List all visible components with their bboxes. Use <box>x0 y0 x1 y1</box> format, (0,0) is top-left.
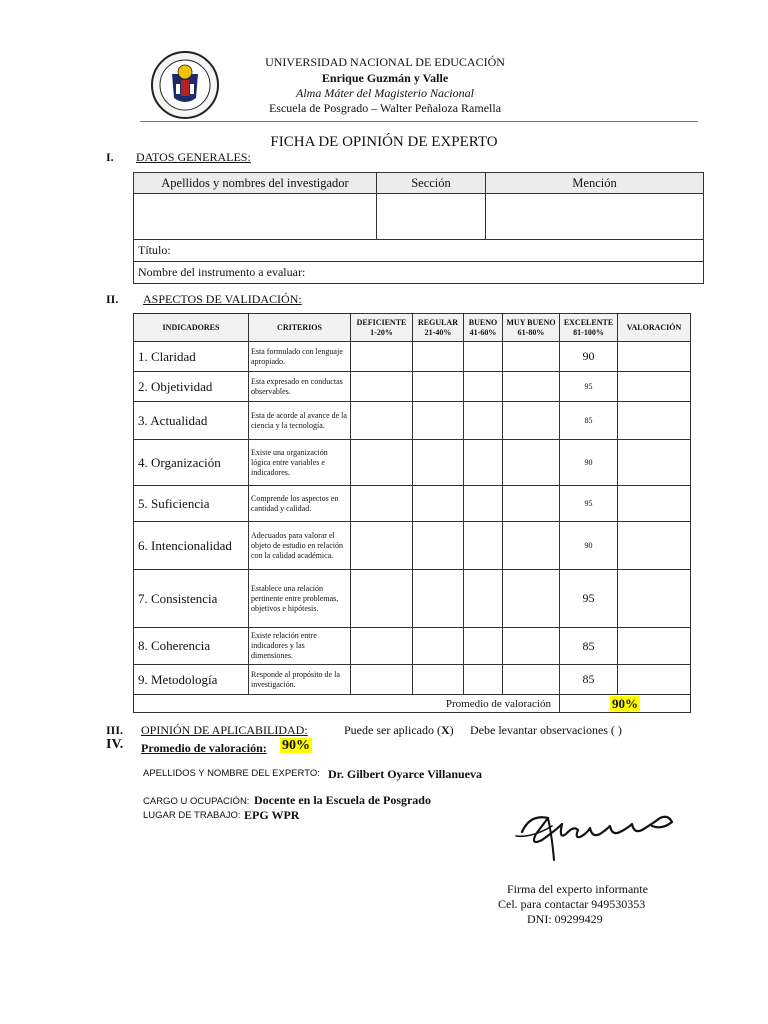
rating-cell[interactable] <box>503 402 560 440</box>
school-name: Escuela de Posgrado – Walter Peñaloza Ramella <box>268 101 502 115</box>
section4-heading: Promedio de valoración: <box>141 741 267 755</box>
instrument-field[interactable] <box>134 262 704 284</box>
col-excelente: EXCELENTE 81-100% <box>560 314 618 342</box>
valoracion-cell[interactable] <box>618 440 691 486</box>
score-cell[interactable]: 85 <box>560 628 618 665</box>
average-label: Promedio de valoración <box>134 695 560 713</box>
col-indicadores: INDICADORES <box>134 314 249 342</box>
rating-cell[interactable] <box>351 628 413 665</box>
col-regular: REGULAR 21-40% <box>413 314 464 342</box>
rating-cell[interactable] <box>503 342 560 372</box>
score-cell[interactable]: 90 <box>560 522 618 570</box>
expert-workplace-label: LUGAR DE TRABAJO: <box>143 810 241 821</box>
table-row <box>134 486 691 522</box>
rating-cell[interactable] <box>464 665 503 695</box>
rating-cell[interactable] <box>413 402 464 440</box>
rating-cell[interactable] <box>413 570 464 628</box>
section2-heading: ASPECTOS DE VALIDACIÓN: <box>143 292 302 306</box>
rating-cell[interactable] <box>464 628 503 665</box>
valoracion-cell[interactable] <box>618 665 691 695</box>
col-valoracion: VALORACIÓN <box>618 314 691 342</box>
valoracion-cell[interactable] <box>618 522 691 570</box>
applicable-mark: X <box>440 723 450 737</box>
titulo-label: Título: <box>138 243 171 257</box>
option-applicable[interactable]: Puede ser aplicado (X) <box>344 723 454 737</box>
rating-cell[interactable] <box>464 372 503 402</box>
indicator-cell: 3. Actualidad <box>134 402 249 440</box>
rating-cell[interactable] <box>464 522 503 570</box>
valoracion-cell[interactable] <box>618 342 691 372</box>
score-cell[interactable]: 90 <box>560 342 618 372</box>
general-data-table <box>133 172 704 284</box>
section4-number: IV. <box>106 737 124 752</box>
university-namesake: Enrique Guzmán y Valle <box>321 71 449 85</box>
average-row <box>134 695 691 713</box>
university-name: UNIVERSIDAD NACIONAL DE EDUCACIÓN <box>265 55 505 69</box>
col-muy-bueno: MUY BUENO 61-80% <box>503 314 560 342</box>
valoracion-cell[interactable] <box>618 628 691 665</box>
criterion-cell: Esta formulado con lenguaje apropiado. <box>249 342 351 372</box>
col-investigator: Apellidos y nombres del investigador <box>134 173 377 194</box>
rating-cell[interactable] <box>351 372 413 402</box>
section3-number: III. <box>106 723 124 737</box>
rating-cell[interactable] <box>464 402 503 440</box>
indicator-cell: 5. Suficiencia <box>134 486 249 522</box>
criterion-cell: Existe una organización lógica entre variables e indicadores. <box>249 440 351 486</box>
indicator-cell: 1. Claridad <box>134 342 249 372</box>
section3-heading: OPINIÓN DE APLICABILIDAD: <box>141 723 308 737</box>
criterion-cell: Responde al propósito de la investigación. <box>249 665 351 695</box>
rating-cell[interactable] <box>464 570 503 628</box>
rating-cell[interactable] <box>503 522 560 570</box>
university-motto: Alma Máter del Magisterio Nacional <box>296 86 474 100</box>
instrument-label: Nombre del instrumento a evaluar: <box>138 265 306 279</box>
header-divider <box>140 121 698 122</box>
section1-heading: DATOS GENERALES: <box>136 150 251 164</box>
expert-position-label: CARGO U OCUPACIÓN: <box>143 796 250 807</box>
score-cell[interactable]: 95 <box>560 486 618 522</box>
rating-cell[interactable] <box>351 342 413 372</box>
average-cell <box>560 695 691 713</box>
criterion-cell: Esta expresado en conductas observables. <box>249 372 351 402</box>
table-row <box>134 628 691 665</box>
rating-cell[interactable] <box>351 440 413 486</box>
table-row <box>134 372 691 402</box>
table-row <box>134 522 691 570</box>
indicator-cell: 4. Organización <box>134 440 249 486</box>
indicator-cell: 7. Consistencia <box>134 570 249 628</box>
criterion-cell: Adecuados para valorar el objeto de estudio en relación con la calidad académica. <box>249 522 351 570</box>
rating-cell[interactable] <box>413 440 464 486</box>
table-row <box>134 570 691 628</box>
rating-cell[interactable] <box>351 486 413 522</box>
expert-dni: DNI: 09299429 <box>527 912 603 926</box>
col-bueno: BUENO 41-60% <box>464 314 503 342</box>
rating-cell[interactable] <box>503 570 560 628</box>
rating-cell[interactable] <box>464 440 503 486</box>
rating-cell[interactable] <box>413 486 464 522</box>
valoracion-cell[interactable] <box>618 486 691 522</box>
indicator-cell: 6. Intencionalidad <box>134 522 249 570</box>
mention-field[interactable] <box>486 194 704 240</box>
indicator-cell: 2. Objetividad <box>134 372 249 402</box>
valoracion-cell[interactable] <box>618 402 691 440</box>
score-cell[interactable]: 95 <box>560 570 618 628</box>
table-row <box>134 665 691 695</box>
rating-cell[interactable] <box>413 372 464 402</box>
investigator-field[interactable] <box>134 194 377 240</box>
col-section: Sección <box>377 173 486 194</box>
expert-position-value: Docente en la Escuela de Posgrado <box>254 793 431 807</box>
score-cell[interactable]: 90 <box>560 440 618 486</box>
rating-cell[interactable] <box>351 402 413 440</box>
expert-workplace-value: EPG WPR <box>244 808 300 822</box>
rating-cell[interactable] <box>413 342 464 372</box>
table-row <box>134 440 691 486</box>
option-observations[interactable]: Debe levantar observaciones ( ) <box>470 723 622 737</box>
expert-signature <box>512 796 682 866</box>
rating-cell[interactable] <box>413 522 464 570</box>
signature-caption: Firma del experto informante <box>507 882 648 896</box>
criterion-cell: Esta de acorde al avance de la ciencia y la tecnología. <box>249 402 351 440</box>
section4-value: 90% <box>282 738 310 753</box>
col-deficiente: DEFICIENTE 1-20% <box>351 314 413 342</box>
section2-number: II. <box>106 292 119 306</box>
titulo-field[interactable] <box>134 240 704 262</box>
expert-name-label: APELLIDOS Y NOMBRE DEL EXPERTO: <box>143 768 320 779</box>
indicator-cell: 8. Coherencia <box>134 628 249 665</box>
rating-cell[interactable] <box>413 665 464 695</box>
score-cell[interactable]: 85 <box>560 402 618 440</box>
valoracion-cell[interactable] <box>618 372 691 402</box>
rating-cell[interactable] <box>464 486 503 522</box>
expert-phone: Cel. para contactar 949530353 <box>498 897 646 911</box>
average-value: 90% <box>612 695 638 711</box>
col-criterios: CRITERIOS <box>249 314 351 342</box>
criterion-cell: Comprende los aspectos en cantidad y calidad. <box>249 486 351 522</box>
criterion-cell: Establece una relación pertinente entre problemas, objetivos e hipótesis. <box>249 570 351 628</box>
rating-cell[interactable] <box>351 570 413 628</box>
section1-number: I. <box>106 150 114 164</box>
rating-cell[interactable] <box>503 628 560 665</box>
rating-cell[interactable] <box>503 486 560 522</box>
score-cell[interactable]: 95 <box>560 372 618 402</box>
validation-table <box>133 313 691 713</box>
score-cell[interactable]: 85 <box>560 665 618 695</box>
rating-cell[interactable] <box>503 440 560 486</box>
rating-cell[interactable] <box>413 628 464 665</box>
valoracion-cell[interactable] <box>618 570 691 628</box>
form-title: FICHA DE OPINIÓN DE EXPERTO <box>270 134 498 150</box>
table-row <box>134 342 691 372</box>
section4-value-wrap <box>280 738 312 754</box>
rating-cell[interactable] <box>503 372 560 402</box>
table-row <box>134 402 691 440</box>
indicator-cell: 9. Metodología <box>134 665 249 695</box>
criterion-cell: Existe relación entre indicadores y las dimensiones. <box>249 628 351 665</box>
col-mention: Mención <box>486 173 704 194</box>
rating-cell[interactable] <box>464 342 503 372</box>
expert-name-value: Dr. Gilbert Oyarce Villanueva <box>328 767 482 781</box>
rating-cell[interactable] <box>351 522 413 570</box>
section-field[interactable] <box>377 194 486 240</box>
rating-cell[interactable] <box>351 665 413 695</box>
rating-cell[interactable] <box>503 665 560 695</box>
